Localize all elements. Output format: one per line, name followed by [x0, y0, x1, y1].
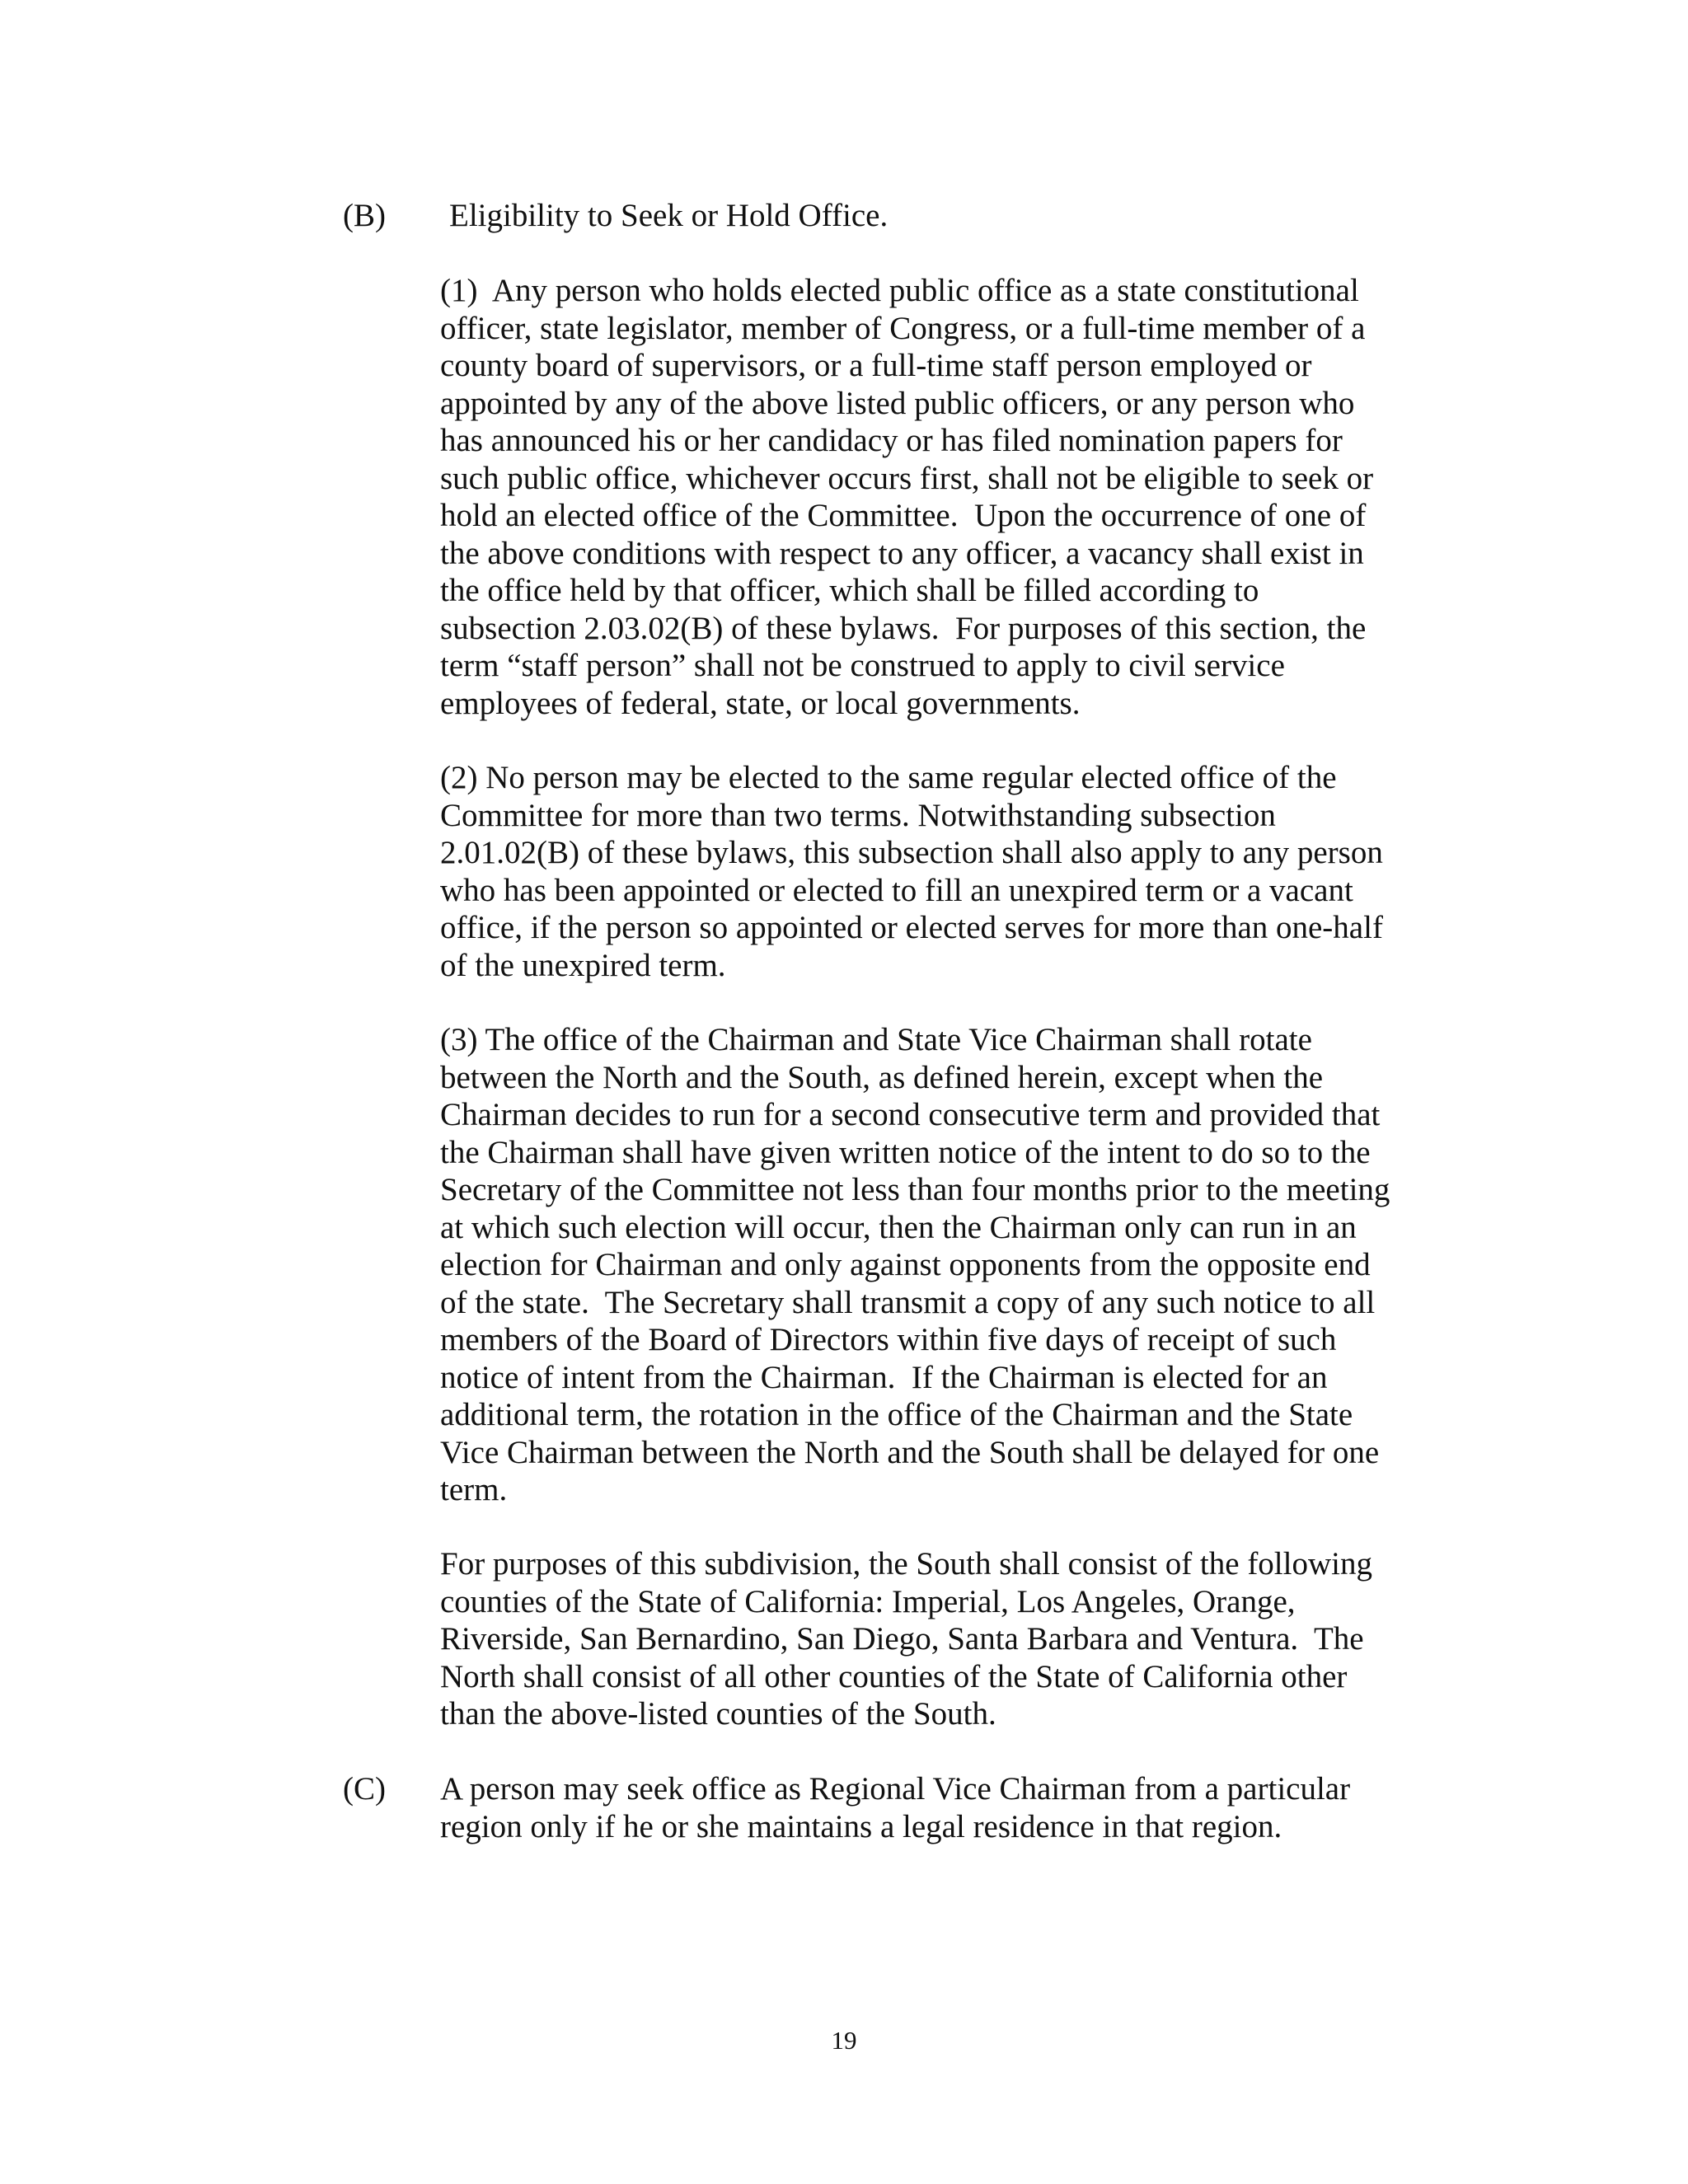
text-line: (1) Any person who holds elected public office as a state constitutional	[440, 273, 1359, 308]
paragraph-b3	[440, 1021, 1429, 1509]
text-line: region only if he or she maintains a legal residence in that region.	[440, 1808, 1282, 1844]
text-line: the Chairman shall have given written notice of the intent to do so to the	[440, 1134, 1371, 1170]
text-line: the office held by that officer, which shall be filled according to	[440, 573, 1259, 608]
text-line: such public office, whichever occurs first, shall not be eligible to seek or	[440, 460, 1374, 496]
text-line: Riverside, San Bernardino, San Diego, Santa Barbara and Ventura. The	[440, 1621, 1364, 1657]
text-line: Vice Chairman between the North and the South shall be delayed for one	[440, 1434, 1380, 1470]
paragraph-b2	[440, 759, 1429, 984]
text-line: who has been appointed or elected to fill an unexpired term or a vacant	[440, 872, 1353, 908]
page-number: 19	[831, 2026, 857, 2055]
section-b-label: (B)	[343, 198, 386, 233]
text-line: than the above-listed counties of the South.	[440, 1696, 996, 1732]
paragraph-c	[440, 1770, 1429, 1845]
text-line: term “staff person” shall not be construed to apply to civil service	[440, 648, 1285, 683]
text-line: Committee for more than two terms. Notwithstanding subsection	[440, 797, 1276, 833]
text-line: Secretary of the Committee not less than four months prior to the meeting	[440, 1172, 1390, 1207]
text-line: of the unexpired term.	[440, 947, 726, 983]
text-line: Chairman decides to run for a second consecutive term and provided that	[440, 1097, 1381, 1132]
text-line: A person may seek office as Regional Vice Chairman from a particular	[440, 1771, 1351, 1807]
text-line: at which such election will occur, then the Chairman only can run in an	[440, 1209, 1357, 1245]
text-line: between the North and the South, as defined herein, except when the	[440, 1059, 1324, 1095]
text-line: 2.01.02(B) of these bylaws, this subsection shall also apply to any person	[440, 835, 1383, 870]
paragraph-b-definition	[440, 1545, 1429, 1733]
text-line: employees of federal, state, or local governments.	[440, 685, 1081, 721]
paragraph-b1	[440, 272, 1429, 722]
text-line: (2) No person may be elected to the same regular elected office of the	[440, 760, 1337, 795]
text-line: office, if the person so appointed or elected serves for more than one-half	[440, 910, 1383, 945]
text-line: of the state. The Secretary shall transmit a copy of any such notice to all	[440, 1284, 1376, 1320]
text-line: additional term, the rotation in the office of the Chairman and the State	[440, 1397, 1353, 1432]
text-line: the above conditions with respect to any officer, a vacancy shall exist in	[440, 535, 1364, 571]
text-line: (3) The office of the Chairman and State Vice Chairman shall rotate	[440, 1022, 1312, 1057]
text-line: county board of supervisors, or a full-time staff person employed or	[440, 348, 1312, 383]
text-line: appointed by any of the above listed public officers, or any person who	[440, 385, 1355, 421]
text-line: North shall consist of all other counties of the State of California other	[440, 1658, 1348, 1694]
text-line: counties of the State of California: Imperial, Los Angeles, Orange,	[440, 1583, 1296, 1619]
text-line: hold an elected office of the Committee. Upon the occurrence of one of	[440, 498, 1367, 533]
text-line: officer, state legislator, member of Congress, or a full-time member of a	[440, 310, 1366, 346]
text-line: For purposes of this subdivision, the South shall consist of the following	[440, 1546, 1372, 1582]
section-c-label: (C)	[343, 1771, 386, 1807]
text-line: subsection 2.03.02(B) of these bylaws. For purposes of this section, the	[440, 610, 1367, 646]
text-line: notice of intent from the Chairman. If the Chairman is elected for an	[440, 1359, 1328, 1395]
text-line: election for Chairman and only against opponents from the opposite end	[440, 1247, 1371, 1282]
text-line: term.	[440, 1472, 508, 1507]
section-b-heading: Eligibility to Seek or Hold Office.	[449, 198, 889, 233]
text-line: members of the Board of Directors within five days of receipt of such	[440, 1322, 1337, 1357]
text-line: has announced his or her candidacy or has filed nomination papers for	[440, 423, 1343, 458]
